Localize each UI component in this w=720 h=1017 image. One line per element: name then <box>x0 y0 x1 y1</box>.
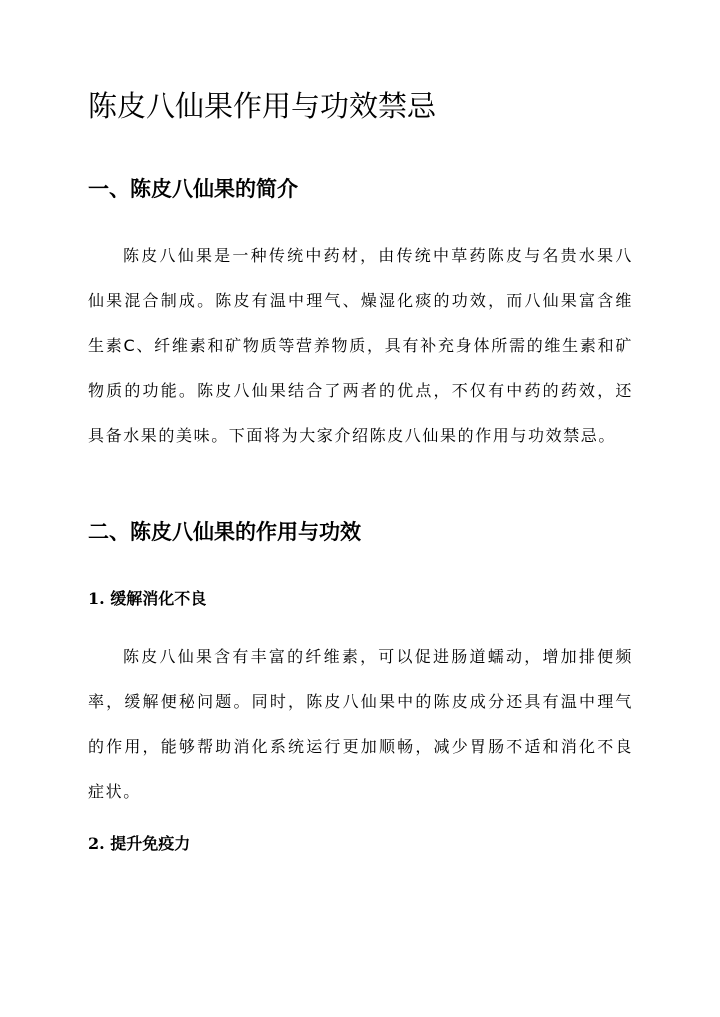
document-title: 陈皮八仙果作用与功效禁忌 <box>88 89 437 123</box>
section-heading-effects: 二、陈皮八仙果的作用与功效 <box>88 519 361 544</box>
section-paragraph-intro: 陈皮八仙果是一种传统中药材，由传统中草药陈皮与名贵水果八仙果混合制成。陈皮有温中理气、燥湿化痰的功效，而八仙果富含维生素C、纤维素和矿物质等营养物质，具有补充身体所需的维生素和矿物质的功能。陈皮八仙果结合了两者的优点，不仅有中药的药效，还具备水果的美味。下面将为大家介绍陈皮八仙果的作用与功效禁忌。 <box>88 246 633 445</box>
subsection-heading-digestion: 1. 缓解消化不良 <box>88 589 207 608</box>
subsection-heading-immunity: 2. 提升免疫力 <box>88 834 191 853</box>
subsection-paragraph-digestion: 陈皮八仙果含有丰富的纤维素，可以促进肠道蠕动，增加排便频率，缓解便秘问题。同时，陈皮八仙果中的陈皮成分还具有温中理气的作用，能够帮助消化系统运行更加顺畅，减少胃肠不适和消化不良症状。 <box>88 647 633 801</box>
section-heading-intro: 一、陈皮八仙果的简介 <box>88 176 298 201</box>
